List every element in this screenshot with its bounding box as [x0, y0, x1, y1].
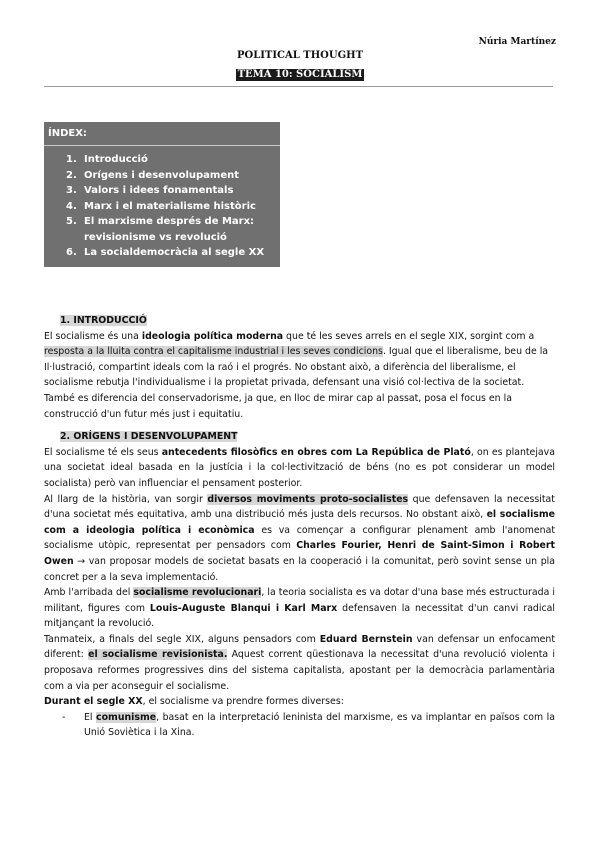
header-divider [44, 86, 553, 87]
paragraph: El socialisme és una ideologia política moderna que té les seves arrels en el segle XIX, sorgint com a resposta a la lluita contra el capitalisme industrial i les seves condicions. Igual que el liberalisme, beu de la Il·lustració, compartint ideals com la raó i el progrés. No obstant això, a diferència del liberalisme, el socialisme rebutja l'individualisme i la propietat privada, defensant una visió col·lectiva de la societat. També es diferencia del conservadorisme, ja que, en lloc de mirar cap al passat, posa el focus en la construcció d'un futur més just i equitatiu. [44, 330, 549, 420]
title-topic: TEMA 10: SOCIALISM [237, 69, 363, 80]
list-item: - El comunisme, basat en la interpretació leninista del marxisme, es va implantar en països com la Unió Soviètica i la Xina. [62, 711, 555, 739]
index-item: 4. Marx i el materialisme històric [66, 200, 256, 212]
index-list [66, 152, 274, 261]
index-heading: ÍNDEX: [48, 128, 87, 139]
index-box [44, 122, 280, 267]
index-item: 2. Orígens i desenvolupament [66, 169, 239, 181]
index-item: 5. El marxisme després de Marx: revisionisme vs revolució [66, 216, 255, 243]
paragraph: Amb l'arribada del socialisme revolucionari, la teoria socialista es va dotar d'una base més estructurada i militant, figures com Louis-Auguste Blanqui i Karl Marx defensaven la necessitat d'un canvi radical mitjançant la revolució. [44, 587, 555, 630]
document-body [44, 313, 555, 741]
author-name: Núria Martínez [478, 37, 556, 47]
paragraph: Al llarg de la història, van sorgir diversos moviments proto-socialistes que defensaven la necessitat d'una societat més equitativa, amb una distribució més justa dels recursos. No obstant això, el socialisme com a ideologia política i econòmica es va començar a configurar plenament amb l'anomenat socialisme utòpic, representat per pensadors com Charles Fourier, Henri de Saint-Simon i Robert Owen → van proposar models de societat basats en la cooperació i la comunitat, però sovint sense un pla concret per a la seva implementació. [44, 493, 556, 583]
index-item: 3. Valors i idees fonamentals [66, 185, 234, 196]
index-divider [44, 145, 280, 146]
index-item: 1. Introducció [66, 154, 148, 165]
index-item: 6. La socialdemocràcia al segle XX [66, 247, 265, 258]
paragraph: Tanmateix, a finals del segle XIX, alguns pensadors com Eduard Bernstein van defensar un enfocament diferent: el socialisme revisionista. Aquest corrent qüestionava la necessitat d'una revolució violenta i proposava reformes progressives dins del sistema capitalista, apostant per la democràcia parlamentària com a via per aconseguir el socialisme. [44, 633, 556, 692]
paragraph: El socialisme té els seus antecedents filosòfics en obres com La República de Plató, on es plantejava una societat ideal basada en la justícia i la col·lectivització de béns (no es pot considerar un model socialista) però van influenciar el pensament posterior. [44, 446, 555, 489]
section-heading-origens: 2. ORÍGENS I DESENVOLUPAMENT [60, 431, 238, 443]
section-heading-introduccio: 1. INTRODUCCIÓ [60, 315, 147, 326]
paragraph: Durant el segle XX, el socialisme va prendre formes diverses: [44, 696, 344, 708]
document-title [0, 49, 600, 81]
title-course: POLITICAL THOUGHT [236, 50, 364, 61]
